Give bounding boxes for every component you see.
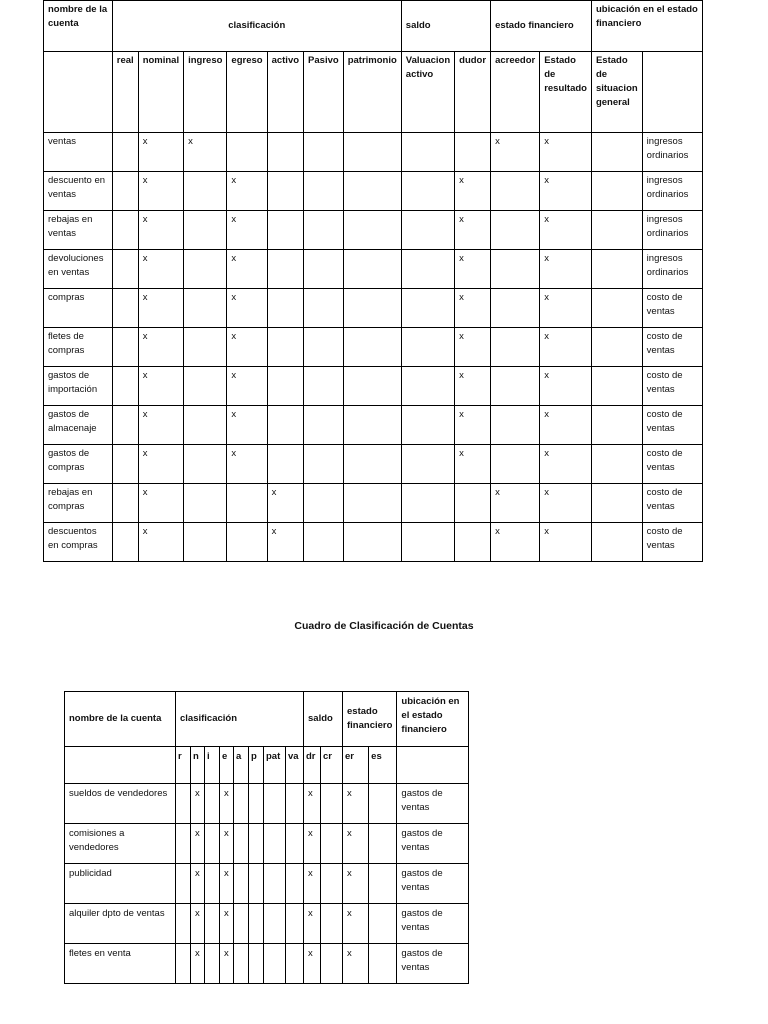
location-cell: gastos de ventas (397, 864, 469, 904)
mark-cell (343, 484, 401, 523)
mark-cell (491, 250, 540, 289)
table-row (44, 484, 703, 523)
mark-cell (401, 523, 454, 562)
location-cell: gastos de ventas (397, 824, 469, 864)
mark-cell: x (343, 904, 369, 944)
subheader-cell: r (176, 747, 191, 784)
mark-cell: x (540, 523, 592, 562)
subheader-cell (642, 52, 702, 133)
mark-cell (112, 367, 138, 406)
mark-cell (343, 328, 401, 367)
mark-cell (205, 784, 220, 824)
mark-cell (184, 406, 227, 445)
location-cell: costo de ventas (642, 445, 702, 484)
mark-cell (304, 484, 344, 523)
mark-cell: x (227, 406, 267, 445)
mark-cell: x (191, 904, 205, 944)
mark-cell (176, 864, 191, 904)
mark-cell (176, 784, 191, 824)
mark-cell (401, 328, 454, 367)
mark-cell (112, 289, 138, 328)
mark-cell: x (138, 133, 183, 172)
subheader-cell: Pasivo (304, 52, 344, 133)
mark-cell (234, 824, 249, 864)
subheader-cell: Estado de situacion general (591, 52, 642, 133)
mark-cell: x (191, 784, 205, 824)
mark-cell (205, 904, 220, 944)
subheader-cell: nominal (138, 52, 183, 133)
mark-cell: x (455, 211, 491, 250)
subheader-cell: real (112, 52, 138, 133)
table-row (65, 904, 469, 944)
mark-cell: x (138, 367, 183, 406)
table-caption: Cuadro de Clasificación de Cuentas (294, 620, 474, 632)
mark-cell: x (540, 484, 592, 523)
header-financial-statement: estado financiero (343, 692, 397, 747)
mark-cell (591, 172, 642, 211)
header-account-name: nombre de la cuenta (65, 692, 176, 747)
mark-cell: x (138, 406, 183, 445)
mark-cell (491, 406, 540, 445)
account-name-cell: fletes en venta (65, 944, 176, 984)
mark-cell: x (227, 445, 267, 484)
mark-cell: x (304, 864, 321, 904)
mark-cell (112, 133, 138, 172)
account-name-cell: sueldos de vendedores (65, 784, 176, 824)
subheader-cell: Valuacion activo (401, 52, 454, 133)
mark-cell (267, 211, 303, 250)
mark-cell: x (191, 864, 205, 904)
mark-cell: x (138, 328, 183, 367)
subheader-empty (44, 52, 113, 133)
header-classification: clasificación (176, 692, 304, 747)
account-name-cell: descuento en ventas (44, 172, 113, 211)
table-row (44, 172, 703, 211)
mark-cell: x (491, 484, 540, 523)
header-classification: clasificación (112, 1, 401, 52)
mark-cell (249, 824, 264, 864)
account-name-cell: rebajas en ventas (44, 211, 113, 250)
mark-cell (455, 133, 491, 172)
mark-cell: x (227, 367, 267, 406)
table-row (44, 445, 703, 484)
mark-cell: x (138, 250, 183, 289)
mark-cell (401, 445, 454, 484)
mark-cell: x (343, 944, 369, 984)
mark-cell (112, 484, 138, 523)
mark-cell: x (267, 484, 303, 523)
subheader-cell: va (286, 747, 304, 784)
subheader-cell: a (234, 747, 249, 784)
table-row (44, 328, 703, 367)
mark-cell: x (227, 328, 267, 367)
account-name-cell: alquiler dpto de ventas (65, 904, 176, 944)
mark-cell: x (455, 406, 491, 445)
subheader-cell: er (343, 747, 369, 784)
mark-cell (112, 523, 138, 562)
mark-cell (321, 784, 343, 824)
table-row (44, 289, 703, 328)
mark-cell (304, 289, 344, 328)
mark-cell (267, 406, 303, 445)
mark-cell (267, 250, 303, 289)
subheader-cell (397, 747, 469, 784)
mark-cell (304, 250, 344, 289)
mark-cell (401, 484, 454, 523)
header-account-name: nombre de la cuenta (44, 1, 113, 52)
mark-cell (343, 445, 401, 484)
mark-cell: x (540, 250, 592, 289)
mark-cell (401, 406, 454, 445)
mark-cell (227, 523, 267, 562)
mark-cell (369, 824, 397, 864)
mark-cell (286, 864, 304, 904)
mark-cell: x (540, 406, 592, 445)
header-location: ubicación en el estado financiero (591, 1, 702, 52)
mark-cell: x (540, 289, 592, 328)
mark-cell (455, 523, 491, 562)
mark-cell: x (191, 824, 205, 864)
location-cell: ingresos ordinarios (642, 133, 702, 172)
mark-cell (267, 289, 303, 328)
mark-cell (234, 784, 249, 824)
mark-cell: x (267, 523, 303, 562)
mark-cell: x (138, 211, 183, 250)
mark-cell (112, 406, 138, 445)
mark-cell (184, 445, 227, 484)
mark-cell (267, 367, 303, 406)
mark-cell (343, 250, 401, 289)
subheader-cell: egreso (227, 52, 267, 133)
mark-cell (304, 211, 344, 250)
mark-cell: x (220, 824, 234, 864)
subheader-cell: ingreso (184, 52, 227, 133)
mark-cell (455, 484, 491, 523)
subheader-cell: e (220, 747, 234, 784)
mark-cell (112, 172, 138, 211)
mark-cell (491, 211, 540, 250)
mark-cell (184, 211, 227, 250)
mark-cell (112, 445, 138, 484)
mark-cell (184, 523, 227, 562)
account-name-cell: descuentos en compras (44, 523, 113, 562)
mark-cell: x (455, 367, 491, 406)
mark-cell: x (455, 250, 491, 289)
subheader-cell: pat (264, 747, 286, 784)
account-name-cell: publicidad (65, 864, 176, 904)
mark-cell (304, 406, 344, 445)
subheader-cell: n (191, 747, 205, 784)
mark-cell (401, 211, 454, 250)
mark-cell: x (540, 211, 592, 250)
mark-cell (304, 523, 344, 562)
mark-cell (369, 784, 397, 824)
mark-cell: x (304, 784, 321, 824)
subheader-cell: dudor (455, 52, 491, 133)
mark-cell (227, 133, 267, 172)
mark-cell: x (184, 133, 227, 172)
mark-cell (491, 445, 540, 484)
header-balance: saldo (304, 692, 343, 747)
mark-cell (205, 824, 220, 864)
mark-cell: x (220, 944, 234, 984)
mark-cell (227, 484, 267, 523)
mark-cell: x (455, 289, 491, 328)
mark-cell (264, 944, 286, 984)
account-name-cell: gastos de almacenaje (44, 406, 113, 445)
mark-cell: x (304, 944, 321, 984)
mark-cell (267, 328, 303, 367)
mark-cell (304, 172, 344, 211)
mark-cell (591, 250, 642, 289)
mark-cell (249, 864, 264, 904)
mark-cell (369, 904, 397, 944)
account-name-cell: ventas (44, 133, 113, 172)
mark-cell (401, 250, 454, 289)
location-cell: costo de ventas (642, 328, 702, 367)
mark-cell (184, 172, 227, 211)
account-name-cell: gastos de importación (44, 367, 113, 406)
mark-cell (267, 133, 303, 172)
mark-cell (591, 133, 642, 172)
mark-cell: x (343, 784, 369, 824)
account-name-cell: gastos de compras (44, 445, 113, 484)
mark-cell (491, 328, 540, 367)
mark-cell: x (455, 445, 491, 484)
table-row (65, 944, 469, 984)
mark-cell (491, 172, 540, 211)
mark-cell (176, 944, 191, 984)
mark-cell (401, 172, 454, 211)
mark-cell: x (304, 824, 321, 864)
table-2-body (65, 784, 469, 984)
mark-cell (304, 133, 344, 172)
mark-cell (401, 289, 454, 328)
mark-cell (304, 445, 344, 484)
mark-cell (304, 367, 344, 406)
mark-cell (249, 784, 264, 824)
mark-cell (369, 944, 397, 984)
location-cell: ingresos ordinarios (642, 172, 702, 211)
subheader-cell: Estado de resultado (540, 52, 592, 133)
mark-cell (176, 904, 191, 944)
mark-cell: x (138, 523, 183, 562)
mark-cell: x (343, 864, 369, 904)
mark-cell: x (227, 289, 267, 328)
header-financial-statement: estado financiero (491, 1, 592, 52)
mark-cell: x (540, 328, 592, 367)
mark-cell (286, 824, 304, 864)
mark-cell (264, 784, 286, 824)
subheader-empty (65, 747, 176, 784)
mark-cell (234, 864, 249, 904)
location-cell: costo de ventas (642, 367, 702, 406)
account-name-cell: fletes de compras (44, 328, 113, 367)
subheader-cell: activo (267, 52, 303, 133)
mark-cell (401, 367, 454, 406)
table-1-body (44, 133, 703, 562)
subheader-cell: cr (321, 747, 343, 784)
mark-cell (112, 328, 138, 367)
mark-cell (176, 824, 191, 864)
mark-cell (369, 864, 397, 904)
table-row (44, 523, 703, 562)
mark-cell: x (491, 133, 540, 172)
mark-cell (205, 864, 220, 904)
table-row (44, 133, 703, 172)
mark-cell (343, 133, 401, 172)
subheader-cell: patrimonio (343, 52, 401, 133)
subheader-cell: p (249, 747, 264, 784)
subheader-cell: es (369, 747, 397, 784)
subheader-cell: dr (304, 747, 321, 784)
mark-cell (491, 367, 540, 406)
account-name-cell: rebajas en compras (44, 484, 113, 523)
mark-cell (343, 406, 401, 445)
mark-cell: x (227, 211, 267, 250)
mark-cell (401, 133, 454, 172)
mark-cell: x (540, 172, 592, 211)
location-cell: gastos de ventas (397, 784, 469, 824)
mark-cell (264, 824, 286, 864)
location-cell: gastos de ventas (397, 944, 469, 984)
mark-cell (112, 250, 138, 289)
table-row (65, 864, 469, 904)
mark-cell: x (540, 133, 592, 172)
mark-cell: x (138, 172, 183, 211)
mark-cell (267, 445, 303, 484)
mark-cell: x (227, 172, 267, 211)
mark-cell (343, 172, 401, 211)
mark-cell (343, 523, 401, 562)
mark-cell: x (343, 824, 369, 864)
table-row (44, 211, 703, 250)
mark-cell (591, 523, 642, 562)
mark-cell (321, 944, 343, 984)
table-row (65, 784, 469, 824)
header-location: ubicación en el estado financiero (397, 692, 469, 747)
mark-cell (304, 328, 344, 367)
mark-cell: x (455, 328, 491, 367)
mark-cell (234, 944, 249, 984)
location-cell: costo de ventas (642, 289, 702, 328)
mark-cell (184, 289, 227, 328)
mark-cell (491, 289, 540, 328)
mark-cell: x (220, 864, 234, 904)
mark-cell (321, 904, 343, 944)
mark-cell: x (138, 445, 183, 484)
mark-cell: x (220, 784, 234, 824)
mark-cell (591, 211, 642, 250)
location-cell: ingresos ordinarios (642, 211, 702, 250)
mark-cell (184, 484, 227, 523)
mark-cell (286, 904, 304, 944)
mark-cell (249, 944, 264, 984)
mark-cell (264, 904, 286, 944)
mark-cell (591, 445, 642, 484)
mark-cell: x (138, 289, 183, 328)
mark-cell: x (227, 250, 267, 289)
mark-cell: x (191, 944, 205, 984)
account-name-cell: compras (44, 289, 113, 328)
mark-cell (343, 367, 401, 406)
mark-cell (591, 367, 642, 406)
table-row (65, 824, 469, 864)
table-row (44, 250, 703, 289)
account-name-cell: devoluciones en ventas (44, 250, 113, 289)
mark-cell: x (455, 172, 491, 211)
mark-cell (112, 211, 138, 250)
mark-cell (234, 904, 249, 944)
mark-cell (249, 904, 264, 944)
mark-cell (321, 824, 343, 864)
mark-cell (343, 289, 401, 328)
subheader-cell: acreedor (491, 52, 540, 133)
account-name-cell: comisiones a vendedores (65, 824, 176, 864)
mark-cell (591, 328, 642, 367)
classification-table-2 (64, 691, 469, 984)
mark-cell (205, 944, 220, 984)
location-cell: costo de ventas (642, 406, 702, 445)
location-cell: ingresos ordinarios (642, 250, 702, 289)
mark-cell (591, 484, 642, 523)
mark-cell: x (540, 367, 592, 406)
mark-cell (264, 864, 286, 904)
mark-cell (591, 289, 642, 328)
mark-cell: x (304, 904, 321, 944)
classification-table-1-wrapper (43, 0, 703, 551)
mark-cell: x (491, 523, 540, 562)
location-cell: gastos de ventas (397, 904, 469, 944)
mark-cell (591, 406, 642, 445)
mark-cell: x (138, 484, 183, 523)
mark-cell (286, 944, 304, 984)
mark-cell: x (540, 445, 592, 484)
mark-cell (267, 172, 303, 211)
header-balance: saldo (401, 1, 490, 52)
table-row (44, 367, 703, 406)
mark-cell (343, 211, 401, 250)
location-cell: costo de ventas (642, 523, 702, 562)
mark-cell (184, 367, 227, 406)
mark-cell (184, 328, 227, 367)
mark-cell (321, 864, 343, 904)
mark-cell: x (220, 904, 234, 944)
mark-cell (184, 250, 227, 289)
classification-table-1 (43, 0, 703, 562)
location-cell: costo de ventas (642, 484, 702, 523)
mark-cell (286, 784, 304, 824)
subheader-cell: i (205, 747, 220, 784)
table-row (44, 406, 703, 445)
